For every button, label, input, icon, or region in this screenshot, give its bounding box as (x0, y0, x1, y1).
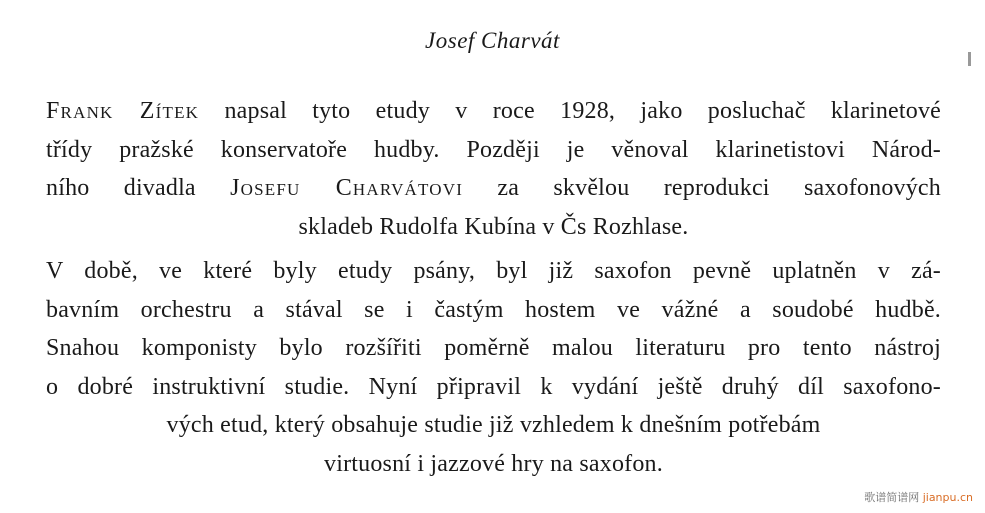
paragraph-1-line-3-after: za skvělou reprodukci saxofonových (463, 175, 941, 201)
paragraph-1-line-4: skladeb Rudolfa Kubína v Čs Rozhlase. (298, 213, 689, 240)
paragraph-2-line-4: o dobré instruktivní studie. Nyní připravil k vydání ještě druhý díl saxofono- (46, 373, 941, 400)
dedicatee-name: Josefu Charvátovi (230, 175, 464, 201)
paragraph-1-line-1-text: napsal tyto etudy v roce 1928, jako posluchač klarinetové (199, 98, 941, 124)
site-watermark (864, 489, 973, 505)
paragraph-1-line-1 (46, 92, 941, 131)
paragraph-2-line-2: bavním orchestru a stával se i častým hostem ve vážné a soudobé hudbě. (46, 296, 941, 323)
author-heading: Josef Charvát (425, 28, 560, 53)
watermark-cn-text: 歌谱简谱网 (864, 491, 920, 504)
scan-edge-mark (968, 52, 971, 66)
paragraph-1-line-3 (46, 169, 941, 208)
paragraph-1 (46, 92, 941, 246)
paragraph-1-line-2: třídy pražské konservatoře hudby. Později je věnoval klarinetistovi Národ- (46, 136, 941, 163)
paragraph-2-line-3: Snahou komponisty bylo rozšířiti poměrně malou literaturu pro tento nástroj (46, 335, 941, 361)
paragraph-1-line-3-before: ního divadla (46, 175, 231, 201)
watermark-url: jianpu.cn (922, 491, 973, 504)
paragraph-2-last-line: virtuosní i jazzové hry na saxofon. (324, 450, 663, 477)
paragraph-2 (46, 252, 941, 483)
paragraph-2-line-5: vých etud, který obsahuje studie již vzhledem k dnešním potřebám (166, 412, 821, 438)
composer-name: Frank Zítek (46, 98, 200, 124)
paragraph-2-line-1: V době, ve které byly etudy psány, byl již saxofon pevně uplatněn v zá- (46, 258, 941, 284)
